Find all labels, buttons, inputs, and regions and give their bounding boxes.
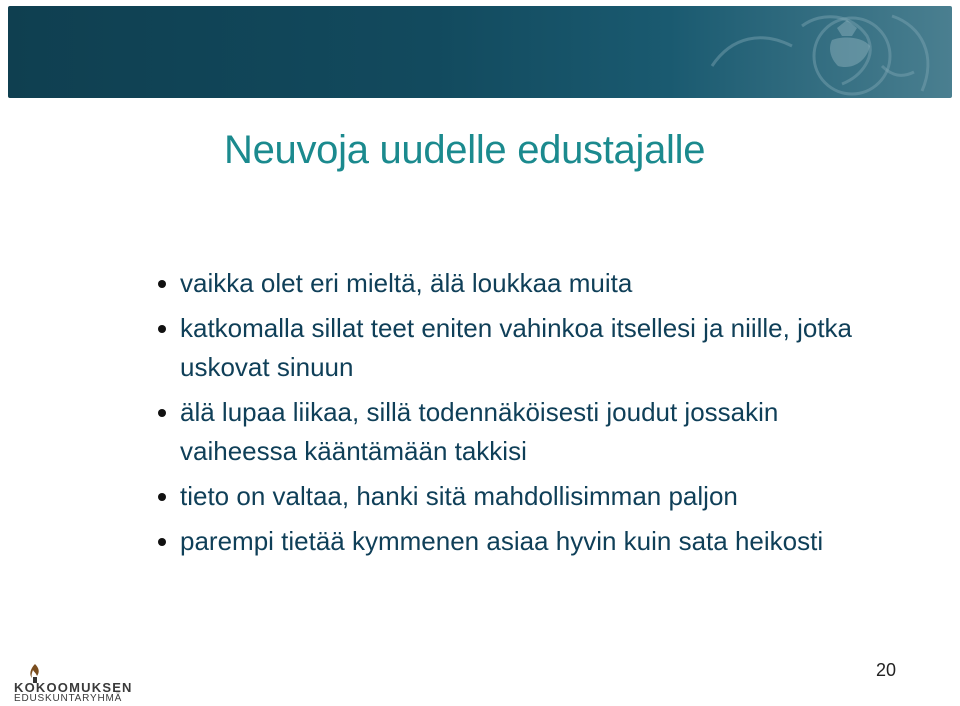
- slide-title: Neuvoja uudelle edustajalle: [224, 128, 706, 172]
- bullet-text: älä lupaa liikaa, sillä todennäköisesti joudut jossakin vaiheessa kääntämään takkisi: [180, 397, 779, 466]
- list-item: [158, 522, 898, 561]
- list-item: [158, 393, 898, 471]
- bullet-text: vaikka olet eri mieltä, älä loukkaa muita: [180, 268, 633, 298]
- page-number: 20: [876, 660, 897, 680]
- bullet-text: tieto on valtaa, hanki sitä mahdollisimman paljon: [180, 481, 738, 511]
- bullet-text: katkomalla sillat teet eniten vahinkoa itsellesi ja niille, jotka uskovat sinuun: [180, 313, 853, 382]
- bullet-icon: [158, 538, 166, 546]
- list-item: [158, 264, 898, 303]
- bullet-icon: [158, 280, 166, 288]
- bullet-list: [158, 264, 898, 567]
- logo-text-line2: EDUSKUNTARYHMÄ: [14, 693, 123, 704]
- list-item: [158, 477, 898, 516]
- bullet-icon: [158, 325, 166, 333]
- bullet-icon: [158, 493, 166, 501]
- logo-text-line1: KOKOOMUKSEN: [14, 680, 133, 695]
- party-logo: [14, 662, 154, 702]
- bullet-icon: [158, 409, 166, 417]
- parliament-emblem-watermark: [652, 6, 952, 98]
- header-band: [8, 6, 952, 98]
- list-item: [158, 309, 898, 387]
- bullet-text: parempi tietää kymmenen asiaa hyvin kuin sata heikosti: [180, 526, 824, 556]
